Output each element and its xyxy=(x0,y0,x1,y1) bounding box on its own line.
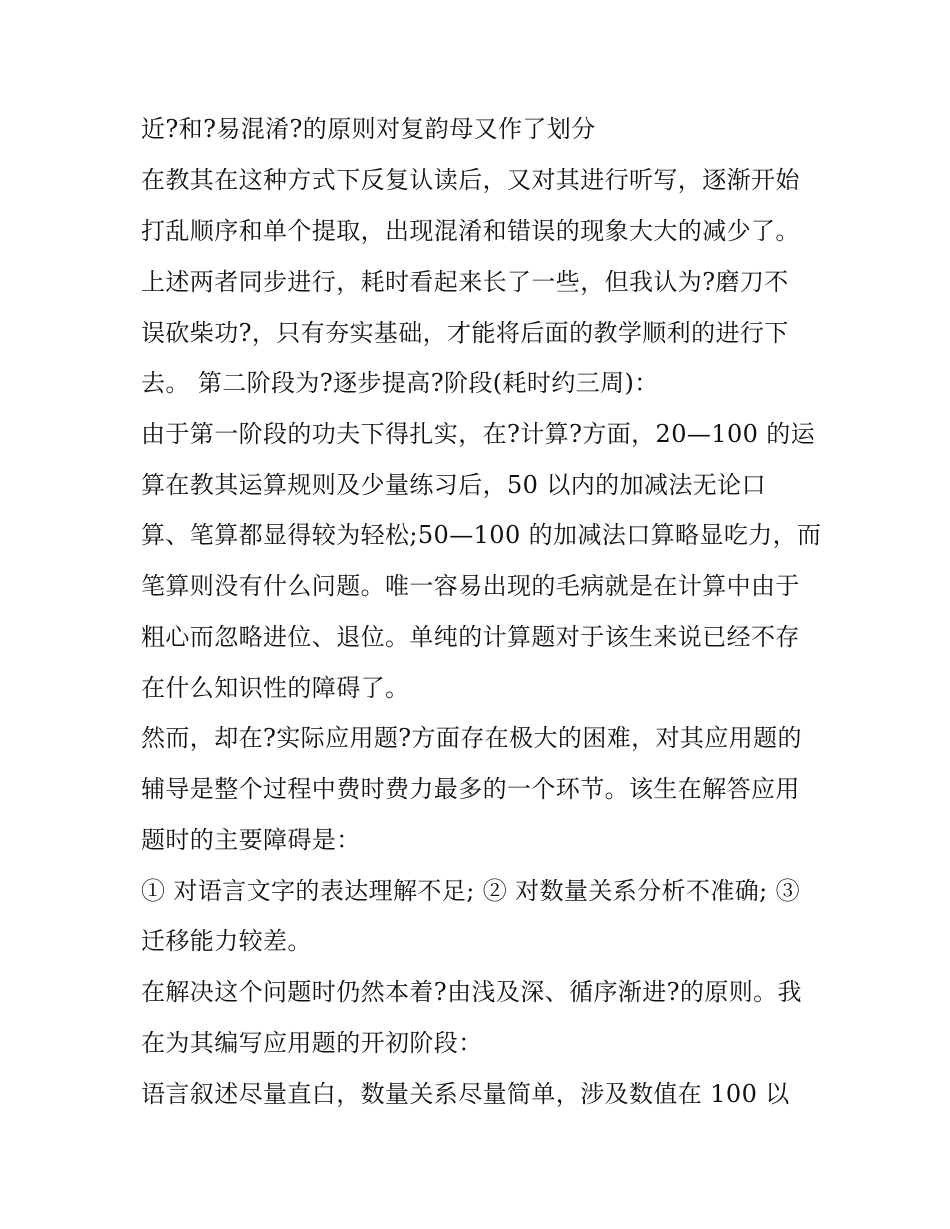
text-line: 在教其在这种方式下反复认读后，又对其进行听写，逐渐开始 xyxy=(141,166,800,194)
text-line: 迁移能力较差。 xyxy=(141,927,312,955)
text-line: 由于第一阶段的功夫下得扎实，在?计算?方面，20—100 的运 xyxy=(141,420,816,448)
text-line: 语言叙述尽量直白，数量关系尽量简单，涉及数值在 100 以 xyxy=(141,1080,790,1108)
text-line: 上述两者同步进行，耗时看起来长了一些，但我认为?磨刀不 xyxy=(141,268,789,296)
text-line: 算在教其运算规则及少量练习后，50 以内的加减法无论口 xyxy=(141,471,766,499)
text-line: 粗心而忽略进位、退位。单纯的计算题对于该生来说已经不存 xyxy=(141,623,800,651)
text-line: 算、笔算都显得较为轻松;50—100 的加减法口算略显吃力，而 xyxy=(141,521,822,549)
text-line: 然而，却在?实际应用题?方面存在极大的困难，对其应用题的 xyxy=(141,724,802,752)
text-line: ① 对语言文字的表达理解不足; ② 对数量关系分析不准确; ③ xyxy=(141,877,801,905)
text-line: 去。 第二阶段为?逐步提高?阶段(耗时约三周)： xyxy=(141,369,659,397)
text-line: 误砍柴功?，只有夯实基础，才能将后面的教学顺利的进行下 xyxy=(141,319,789,347)
text-line: 辅导是整个过程中费时费力最多的一个环节。该生在解答应用 xyxy=(141,775,800,803)
text-line: 打乱顺序和单个提取，出现混淆和错误的现象大大的减少了。 xyxy=(141,217,800,245)
text-line: 在解决这个问题时仍然本着?由浅及深、循序渐进?的原则。我 xyxy=(141,978,802,1006)
text-line: 在什么知识性的障碍了。 xyxy=(141,674,410,702)
text-line: 笔算则没有什么问题。唯一容易出现的毛病就是在计算中由于 xyxy=(141,572,800,600)
text-line: 近?和?易混淆?的原则对复韵母又作了划分 xyxy=(141,115,596,143)
text-line: 题时的主要障碍是： xyxy=(141,826,361,854)
text-line: 在为其编写应用题的开初阶段： xyxy=(141,1029,483,1057)
